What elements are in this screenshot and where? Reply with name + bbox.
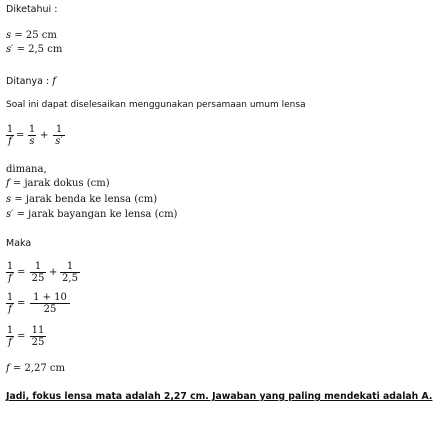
- plus-sign: +: [40, 130, 49, 141]
- step1-term-a: 1 25: [31, 261, 45, 284]
- def-s-prime: s′ = jarak bayangan ke lensa (cm): [6, 209, 178, 220]
- then-label: Maka: [6, 238, 32, 249]
- step2-lhs: 1 f: [6, 292, 14, 315]
- equals-sign: =: [17, 331, 26, 342]
- step2-term: 1 + 10 25: [30, 292, 70, 315]
- where-label: dimana,: [6, 164, 47, 175]
- step3-term: 11 25: [31, 325, 45, 348]
- equals-sign: =: [16, 130, 25, 141]
- def-s: s = jarak benda ke lensa (cm): [6, 194, 158, 205]
- step3-lhs: 1 f: [6, 325, 14, 348]
- equals-sign: =: [17, 298, 26, 309]
- given-s: s = 25 cm: [6, 30, 57, 41]
- formula-lhs: 1 f: [6, 124, 14, 147]
- formula-term-s-prime: 1 s′: [53, 124, 65, 147]
- intro-text: Soal ini dapat diselesaikan menggunakan persamaan umum lensa: [6, 100, 306, 110]
- plus-sign: +: [49, 267, 58, 278]
- step1-term-b: 1 2,5: [60, 261, 80, 284]
- equals-sign: =: [17, 267, 26, 278]
- given-s-prime: s′ = 2,5 cm: [6, 44, 63, 55]
- formula-term-s: 1 s: [28, 124, 36, 147]
- asked-line: Ditanya : f: [6, 76, 56, 87]
- given-heading: Diketahui :: [6, 4, 58, 15]
- conclusion-text: Jadi, fokus lensa mata adalah 2,27 cm. Jawaban yang paling mendekati adalah A.: [6, 391, 433, 402]
- result-line: f = 2,27 cm: [6, 363, 65, 374]
- def-f: f = jarak dokus (cm): [6, 178, 110, 189]
- step1-lhs: 1 f: [6, 261, 14, 284]
